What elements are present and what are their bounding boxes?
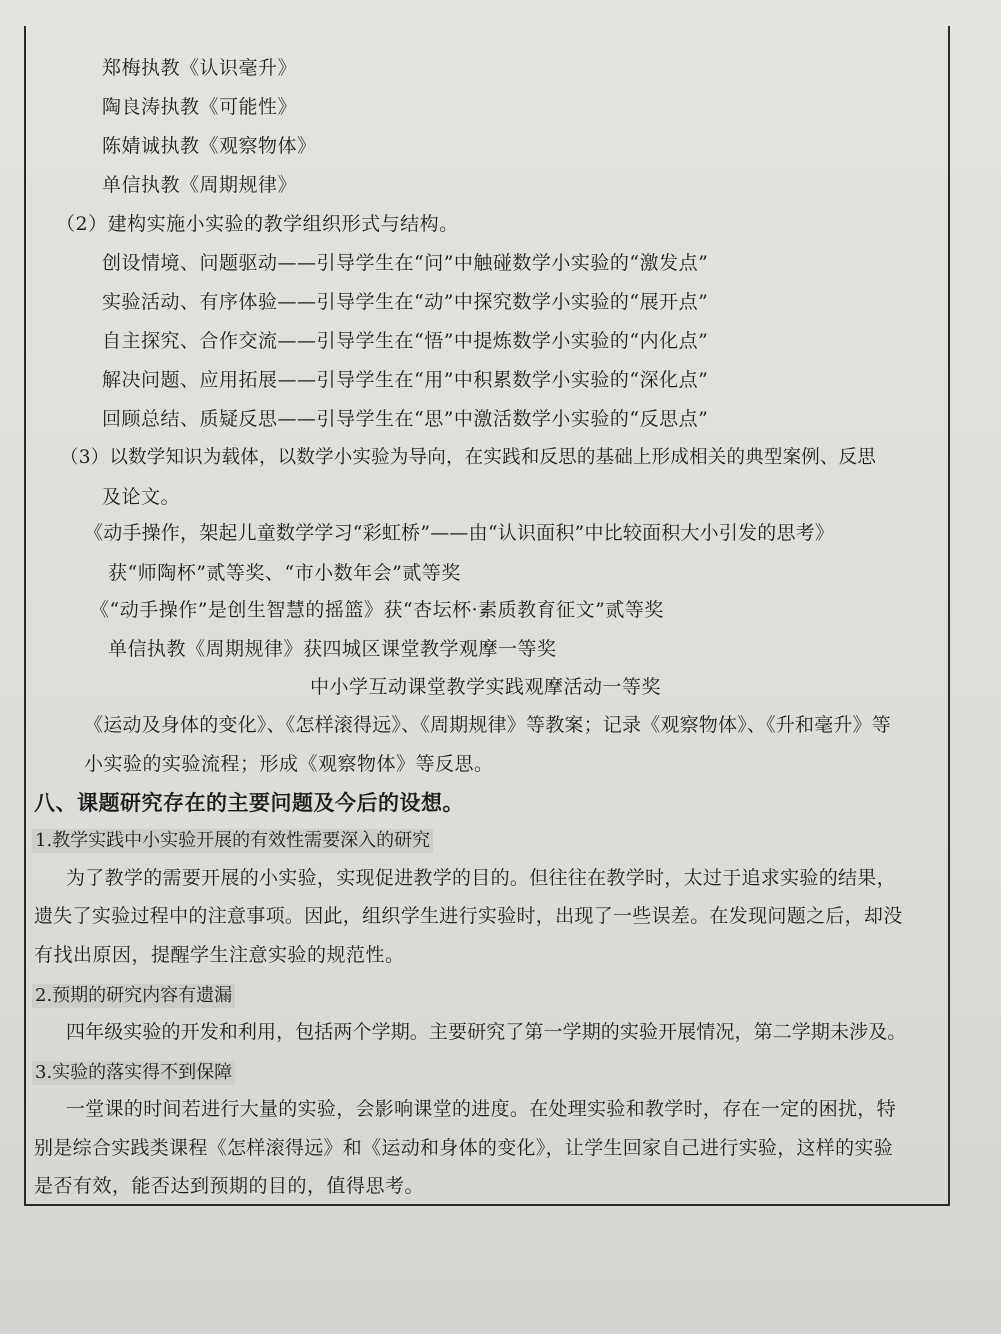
achievement-line: 单信执教《周期规律》获四城区课堂教学观摩一等奖 [108,638,557,660]
step-line: 解决问题、应用拓展——引导学生在“用”中积累数学小实验的“深化点” [102,369,709,391]
problem-text: 为了教学的需要开展的小实验，实现促进教学的目的。但往往在教学时，太过于追求实验的结果， [66,867,896,889]
teacher-line: 单信执教《周期规律》 [102,174,298,196]
section-2-title: （2）建构实施小实验的教学组织形式与结构。 [56,213,459,235]
problem-text: 遗失了实验过程中的注意事项。因此，组织学生进行实验时，出现了一些误差。在发现问题之后，却没 [34,905,903,927]
step-line: 创设情境、问题驱动——引导学生在“问”中触碰数学小实验的“激发点” [102,252,709,274]
problem-text: 是否有效，能否达到预期的目的，值得思考。 [34,1175,425,1197]
step-line: 自主探究、合作交流——引导学生在“悟”中提炼数学小实验的“内化点” [102,330,709,352]
problem-heading: 3.实验的落实得不到保障 [32,1061,235,1085]
problem-heading: 1.教学实践中小实验开展的有效性需要深入的研究 [32,829,433,853]
teacher-line: 郑梅执教《认识毫升》 [102,57,298,79]
section-8-title: 八、课题研究存在的主要问题及今后的设想。 [34,790,464,815]
achievement-line: 小实验的实验流程；形成《观察物体》等反思。 [84,753,494,775]
step-line: 回顾总结、质疑反思——引导学生在“思”中激活数学小实验的“反思点” [102,408,709,430]
section-3-title-cont: 及论文。 [102,486,181,508]
achievement-line: 获“师陶杯”贰等奖、“市小数年会”贰等奖 [108,562,461,584]
teacher-line: 陈婧诚执教《观察物体》 [102,135,317,157]
section-3-title: （3）以数学知识为载体，以数学小实验为导向，在实践和反思的基础上形成相关的典型案例、反思 [60,447,877,468]
problem-text: 别是综合实践类课程《怎样滚得远》和《运动和身体的变化》，让学生回家自己进行实验，这样的实验 [34,1137,894,1159]
problem-text: 有找出原因，提醒学生注意实验的规范性。 [34,944,405,966]
achievement-line: 中小学互动课堂教学实践观摩活动一等奖 [310,676,662,698]
problem-text: 一堂课的时间若进行大量的实验，会影响课堂的进度。在处理实验和教学时，存在一定的困扰，特 [66,1098,896,1120]
step-line: 实验活动、有序体验——引导学生在“动”中探究数学小实验的“展开点” [102,291,709,313]
teacher-line: 陶良涛执教《可能性》 [102,96,298,118]
problem-heading: 2.预期的研究内容有遗漏 [32,984,235,1008]
achievement-line: 《动手操作，架起儿童数学学习“彩虹桥”——由“认识面积”中比较面积大小引发的思考》 [84,522,835,544]
achievement-line: 《运动及身体的变化》、《怎样滚得远》、《周期规律》等教案；记录《观察物体》、《升和毫升》等 [84,714,892,736]
achievement-line: 《“动手操作”是创生智慧的摇篮》获“杏坛杯·素质教育征文”贰等奖 [90,599,664,621]
problem-text: 四年级实验的开发和利用，包括两个学期。主要研究了第一学期的实验开展情况，第二学期未涉及。 [66,1021,907,1043]
